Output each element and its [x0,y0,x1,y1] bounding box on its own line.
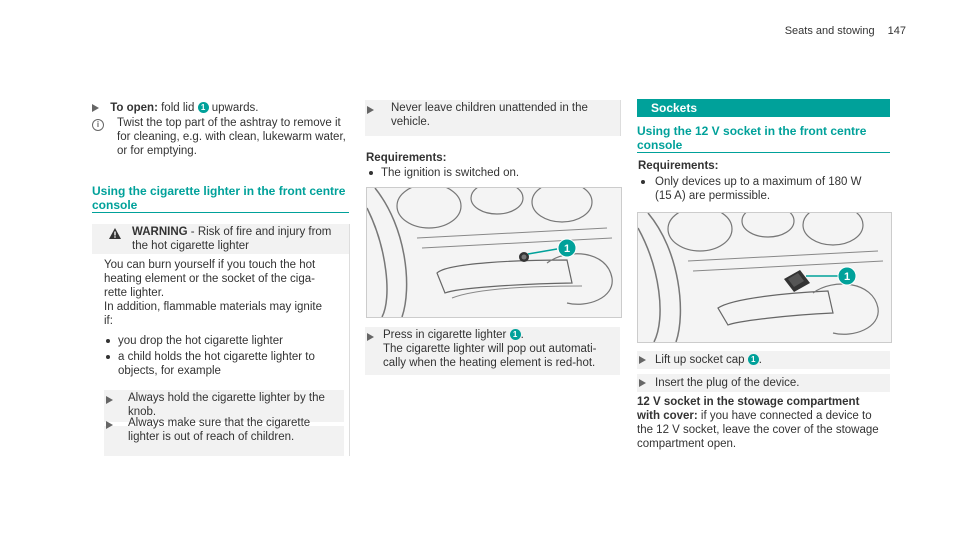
cigarette-lighter-illustration [367,188,621,317]
step-line: The cigarette lighter will pop out automati- [383,343,597,355]
stowage-bold-label: with cover: [637,410,698,422]
note-line: for cleaning, e.g. with clean, lukewarm water, [117,131,346,143]
socket-illustration [638,213,891,342]
note-text [117,116,346,158]
warning-step-2-text [128,416,310,444]
step-line: lighter is out of reach of children. [128,431,295,443]
warning-triangle-icon [109,228,121,239]
step-arrow-icon [367,333,374,341]
bullet-dot [641,180,645,184]
bullet-dot [369,171,373,175]
bullet-dot [106,339,110,343]
stowage-paragraph [637,395,897,451]
warning-line: heating element or the socket of the ciga- [104,273,315,285]
svg-text:1: 1 [563,243,571,255]
insert-text: Insert the plug of the device. [655,377,800,389]
bullet-item: you drop the hot cigarette lighter [118,335,283,347]
bullet-dot [106,355,110,359]
warning-line: if: [104,315,113,327]
warning-step-1-text [128,391,325,419]
heading-line: Using the cigarette lighter in the front centre [92,184,346,198]
open-text-2: upwards. [211,102,259,114]
info-icon: i [92,119,104,131]
step-line: Press in cigarette lighter [383,329,507,341]
never-leave-text [391,101,588,129]
stowage-line: the 12 V socket, leave the cover of the stowage [637,424,879,436]
warning-title-text: - Risk of fire and injury from [187,226,332,238]
press-text: Press in cigarette lighter 1 . The cigarette lighter will pop out automati- cally when the heating element is red-hot. [383,329,597,369]
sockets-banner-title: Sockets [651,101,698,115]
callout-1-icon: 1 [510,329,521,340]
requirement-item: The ignition is switched on. [381,167,520,179]
stowage-bold-line: 12 V socket in the stowage compartment [637,396,860,408]
warning-line: In addition, flammable materials may ignite [104,301,322,313]
bullet-item [118,350,315,378]
warning-title [132,225,331,239]
page-number: 147 [887,25,906,37]
callout-1-icon: 1 [198,102,209,113]
section-title: Seats and stowing [784,25,875,37]
heading-line: console [92,198,138,212]
step-line: Never leave children unattended in the [391,102,588,114]
warning-line: rette lighter. [104,287,165,299]
warning-line: You can burn yourself if you touch the hot [104,259,316,271]
warning-paragraph [104,258,322,328]
step-arrow-icon [367,106,374,114]
open-step [92,101,258,115]
warning-box [92,224,350,456]
warning-title-2: the hot cigarette lighter [132,240,249,252]
step-arrow-icon [106,421,113,429]
callout-1-icon: 1 [748,354,759,365]
stowage-line: compartment open. [637,438,737,450]
requirements-label: Requirements: [366,152,447,164]
cigarette-lighter-figure [366,187,622,318]
section-heading [92,184,345,212]
heading-line: Using the 12 V socket in the front centre [637,124,867,138]
open-label: To open: [110,102,158,114]
step-arrow-icon [639,379,646,387]
requirements-label: Requirements: [638,160,719,172]
step-line: knob. [128,406,157,418]
requirement-line: Only devices up to a maximum of 180 W [655,176,862,188]
heading-rule [637,152,890,153]
requirement-item [655,175,861,203]
step-arrow-icon [106,396,113,404]
bullet-line: a child holds the hot cigarette lighter to [118,351,315,363]
warning-label: WARNING [132,226,188,238]
socket-figure [637,212,892,343]
step-line: vehicle. [391,116,430,128]
section-heading [637,124,866,152]
bullet-line: objects, for example [118,365,221,377]
requirement-line: (15 A) are permissible. [655,190,771,202]
lift-text: Lift up socket cap 1 . [655,354,762,366]
running-header [785,24,906,38]
step-line: Lift up socket cap [655,354,745,366]
open-text: fold lid [161,102,195,114]
svg-text:1: 1 [843,271,851,283]
step-line: Always hold the cigarette lighter by the [128,392,325,404]
note [92,117,104,131]
step-line: cally when the heating element is red-hot. [383,357,596,369]
step-arrow-icon [639,356,646,364]
step-arrow-icon [92,104,99,112]
note-line: Twist the top part of the ashtray to remove it [117,117,341,129]
heading-rule [92,212,349,213]
stowage-line: if you have connected a device to [697,410,872,422]
note-line: or for emptying. [117,145,197,157]
step-line: Always make sure that the cigarette [128,417,311,429]
heading-line: console [637,138,683,152]
